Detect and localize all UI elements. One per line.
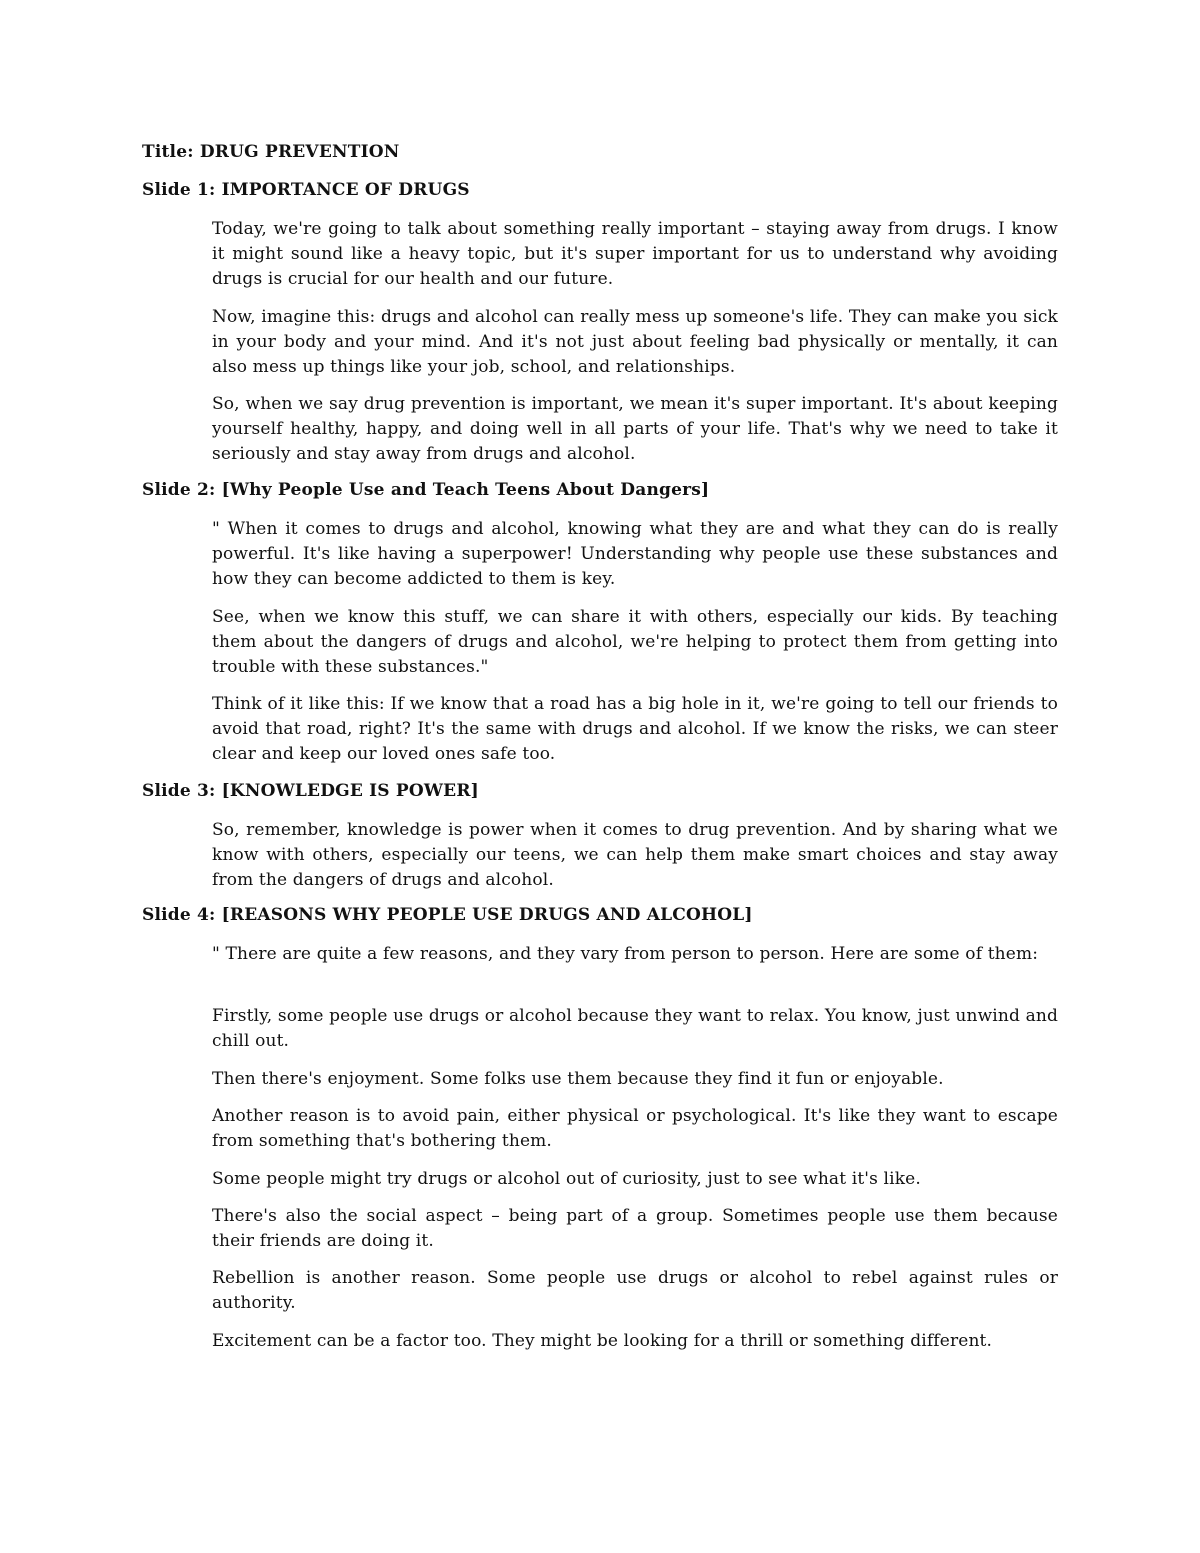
slide-4-paragraph-4: Another reason is to avoid pain, either physical or psychological. It's like they want to escape from something that's bothering them. [212, 1106, 1058, 1151]
slide-2-paragraph-1: " When it comes to drugs and alcohol, knowing what they are and what they can do is really powerful. It's like having a superpower! Understanding why people use these substances and how they can become addicted to them is key. [212, 519, 1058, 589]
slide-1-paragraph-3: So, when we say drug prevention is important, we mean it's super important. It's about keeping yourself healthy, happy, and doing well in all parts of your life. That's why we need to take it seriously and stay away from drugs and alcohol. [212, 394, 1058, 464]
slide-4-heading: Slide 4: [REASONS WHY PEOPLE USE DRUGS AND ALCOHOL] [142, 905, 753, 925]
slide-4-paragraph-6: There's also the social aspect – being part of a group. Sometimes people use them because their friends are doing it. [212, 1206, 1058, 1251]
slide-2-paragraph-3: Think of it like this: If we know that a road has a big hole in it, we're going to tell our friends to avoid that road, right? It's the same with drugs and alcohol. If we know the risks, we can steer clear and keep our loved ones safe too. [212, 694, 1058, 764]
slide-2-heading: Slide 2: [Why People Use and Teach Teens About Dangers] [142, 480, 710, 500]
slide-4-paragraph-7: Rebellion is another reason. Some people use drugs or alcohol to rebel against rules or authority. [212, 1268, 1058, 1313]
slide-4-paragraph-3: Then there's enjoyment. Some folks use them because they find it fun or enjoyable. [212, 1069, 944, 1089]
slide-4-paragraph-1: " There are quite a few reasons, and they vary from person to person. Here are some of them: [212, 944, 1039, 964]
slide-1-paragraph-1: Today, we're going to talk about something really important – staying away from drugs. I know it might sound like a heavy topic, but it's super important for us to understand why avoiding drugs is crucial for our health and our future. [212, 219, 1058, 289]
slide-4-paragraph-2: Firstly, some people use drugs or alcohol because they want to relax. You know, just unwind and chill out. [212, 1006, 1058, 1051]
slide-3-paragraph-1: So, remember, knowledge is power when it comes to drug prevention. And by sharing what we know with others, especially our teens, we can help them make smart choices and stay away from the dangers of drugs and alcohol. [212, 820, 1058, 890]
slide-2-paragraph-2: See, when we know this stuff, we can share it with others, especially our kids. By teaching them about the dangers of drugs and alcohol, we're helping to protect them from getting into trouble with these substances." [212, 607, 1058, 677]
slide-4-paragraph-8: Excitement can be a factor too. They might be looking for a thrill or something different. [212, 1331, 993, 1351]
slide-3-heading: Slide 3: [KNOWLEDGE IS POWER] [142, 781, 479, 801]
slide-1-heading: Slide 1: IMPORTANCE OF DRUGS [142, 180, 470, 200]
slide-1-paragraph-2: Now, imagine this: drugs and alcohol can really mess up someone's life. They can make you sick in your body and your mind. And it's not just about feeling bad physically or mentally, it can also mess up things like your job, school, and relationships. [212, 307, 1058, 377]
document-title: Title: DRUG PREVENTION [142, 142, 400, 162]
slide-4-paragraph-5: Some people might try drugs or alcohol out of curiosity, just to see what it's like. [212, 1169, 921, 1189]
